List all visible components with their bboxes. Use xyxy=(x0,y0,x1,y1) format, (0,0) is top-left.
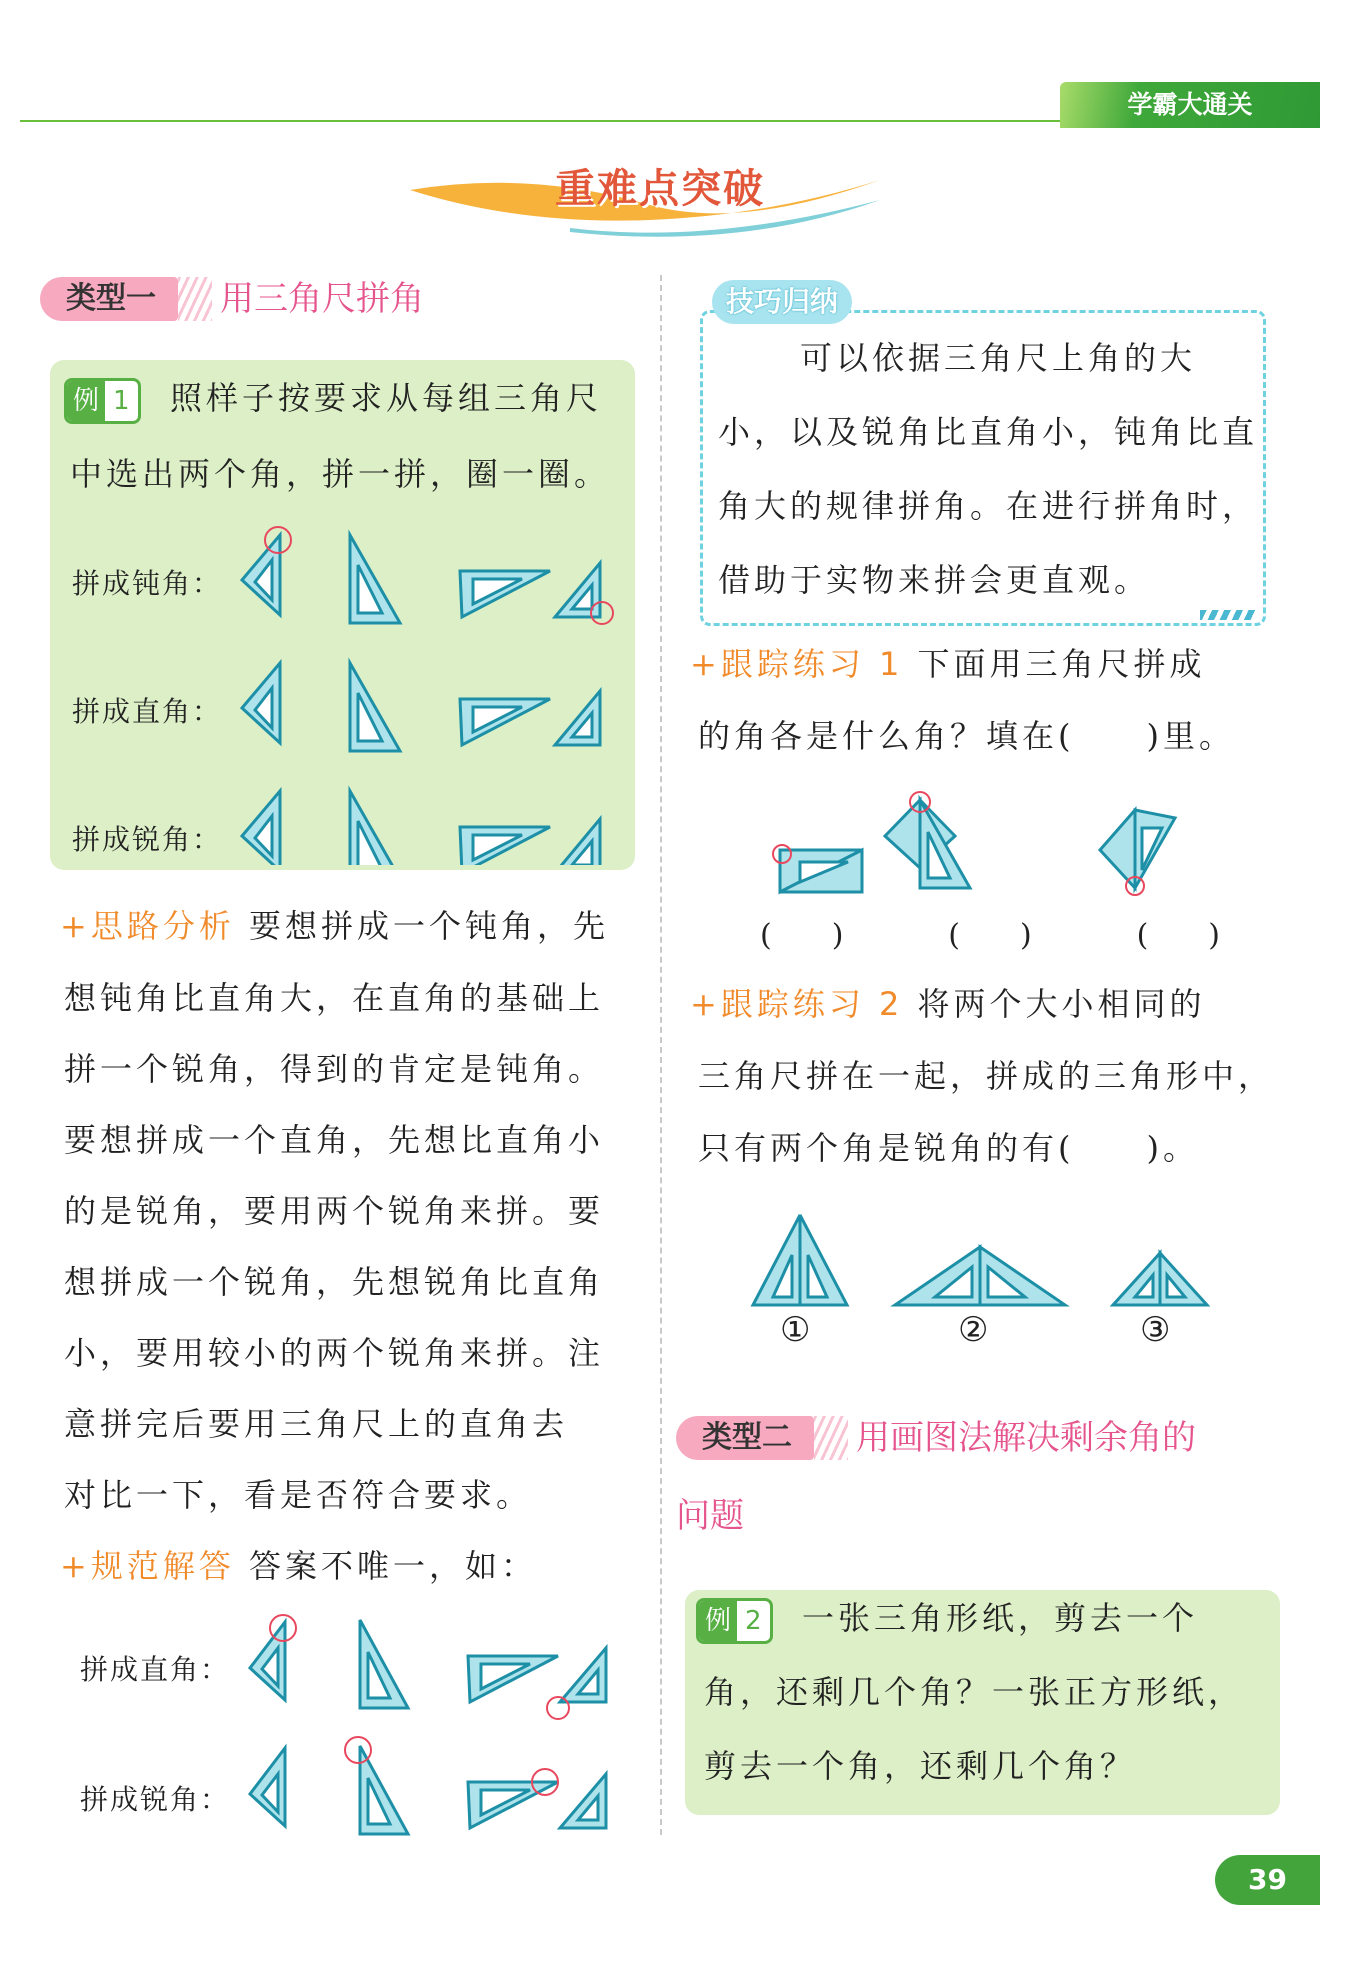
answer-blank[interactable]: ( ) xyxy=(1136,918,1220,953)
answer-line xyxy=(60,1530,537,1602)
practice2-figures xyxy=(745,1205,1225,1315)
tag-stripes xyxy=(814,1416,848,1460)
answer-blank[interactable]: ( ) xyxy=(760,918,844,953)
tip-line: 可以依据三角尺上角的大 xyxy=(800,339,1197,377)
tip-line: 角大的规律拼角。在进行拼角时， xyxy=(718,487,1259,525)
analysis-line: 的是锐角，要用两个锐角来拼。要 xyxy=(64,1192,605,1230)
analysis-line: 要想拼成一个直角，先想比直角小 xyxy=(64,1121,605,1159)
section-title: 重难点突破 xyxy=(555,166,765,212)
example1-text-line2: 中选出两个角，拼一拼，圈一圈。 xyxy=(70,455,611,493)
answer-row-right-label: 拼成直角： xyxy=(80,1653,231,1686)
practice2-label: 跟踪练习 2 xyxy=(720,985,904,1023)
option-label-3: ③ xyxy=(1140,1310,1171,1350)
type1-hint: 用三角尺拼角 xyxy=(220,279,424,319)
example1-text-line1: 照样子按要求从每组三角尺 xyxy=(170,379,603,417)
type2-hint-line2: 问题 xyxy=(676,1496,744,1536)
analysis-line: 意拼完后要用三角尺上的直角去 xyxy=(64,1405,569,1443)
type2-tag: 类型二 xyxy=(676,1416,814,1460)
analysis-line: 对比一下，看是否符合要求。 xyxy=(64,1476,533,1514)
analysis-line: 想拼成一个锐角，先想锐角比直角 xyxy=(64,1263,605,1301)
type2-heading xyxy=(676,1416,1196,1460)
tip-line: 小，以及锐角比直角小，钝角比直 xyxy=(718,413,1259,451)
practice1-line1 xyxy=(690,628,1206,700)
analysis-line1 xyxy=(60,890,609,962)
answer-triangle-figures xyxy=(240,1610,640,1850)
example1-badge-number: 1 xyxy=(113,386,130,416)
practice2-line1 xyxy=(690,968,1206,1040)
practice1-text: 下面用三角尺拼成 xyxy=(917,645,1206,683)
triangle-set-acute xyxy=(242,791,600,865)
tip-line: 借助于实物来拼会更直观。 xyxy=(718,561,1151,599)
example1-badge xyxy=(64,378,141,424)
practice1-line2: 的角各是什么角？填在( )里。 xyxy=(698,717,1235,755)
tag-stripes xyxy=(178,277,212,321)
example1-row-right-label: 拼成直角： xyxy=(72,695,223,728)
practice1-figures xyxy=(770,790,1210,900)
column-separator xyxy=(660,275,662,1835)
brand-banner: 学霸大通关 xyxy=(1060,82,1320,128)
answer-row-acute-label: 拼成锐角： xyxy=(80,1783,231,1816)
plus-bullet-icon: + xyxy=(690,645,721,683)
example1-triangle-figures xyxy=(230,525,630,865)
practice1-label: 跟踪练习 1 xyxy=(720,645,904,683)
answer-text: 答案不唯一，如： xyxy=(249,1547,538,1585)
page-number: 39 xyxy=(1215,1855,1320,1905)
example2-badge-label: 例 xyxy=(699,1601,737,1641)
example2-line3: 剪去一个角，还剩几个角？ xyxy=(704,1747,1137,1785)
option-label-1: ① xyxy=(780,1310,811,1350)
practice1-blanks xyxy=(760,910,1220,954)
analysis-line: 小，要用较小的两个锐角来拼。注 xyxy=(64,1334,605,1372)
type1-tag: 类型一 xyxy=(40,277,178,321)
plus-bullet-icon: + xyxy=(690,985,721,1023)
answer-label: 规范解答 xyxy=(90,1547,235,1585)
practice2-text: 将两个大小相同的 xyxy=(917,985,1206,1023)
practice2-line2: 三角尺拼在一起，拼成的三角形中， xyxy=(698,1057,1275,1095)
triangle-set-obtuse xyxy=(242,535,600,623)
example1-row-acute-label: 拼成锐角： xyxy=(72,823,223,856)
plus-bullet-icon: + xyxy=(60,907,91,945)
answer-blank[interactable]: ( ) xyxy=(948,918,1032,953)
example2-badge-number: 2 xyxy=(745,1606,762,1636)
triangle-set-right xyxy=(242,663,600,751)
type2-hint: 用画图法解决剩余角的 xyxy=(856,1418,1196,1458)
analysis-line: 想钝角比直角大，在直角的基础上 xyxy=(64,979,605,1017)
example2-line1: 一张三角形纸，剪去一个 xyxy=(802,1599,1199,1637)
analysis-text: 要想拼成一个钝角，先 xyxy=(249,907,610,945)
option-label-2: ② xyxy=(958,1310,989,1350)
analysis-line: 拼一个锐角，得到的肯定是钝角。 xyxy=(64,1050,605,1088)
tip-decoration xyxy=(1200,610,1256,620)
plus-bullet-icon: + xyxy=(60,1547,91,1585)
example1-row-obtuse-label: 拼成钝角： xyxy=(72,567,223,600)
example1-badge-label: 例 xyxy=(67,381,105,421)
example2-badge xyxy=(696,1598,773,1644)
example2-line2: 角，还剩几个角？一张正方形纸， xyxy=(704,1673,1245,1711)
practice2-line3: 只有两个角是锐角的有( )。 xyxy=(698,1129,1199,1167)
analysis-label: 思路分析 xyxy=(90,907,235,945)
tip-tag: 技巧归纳 xyxy=(712,280,852,324)
type1-heading xyxy=(40,277,424,321)
